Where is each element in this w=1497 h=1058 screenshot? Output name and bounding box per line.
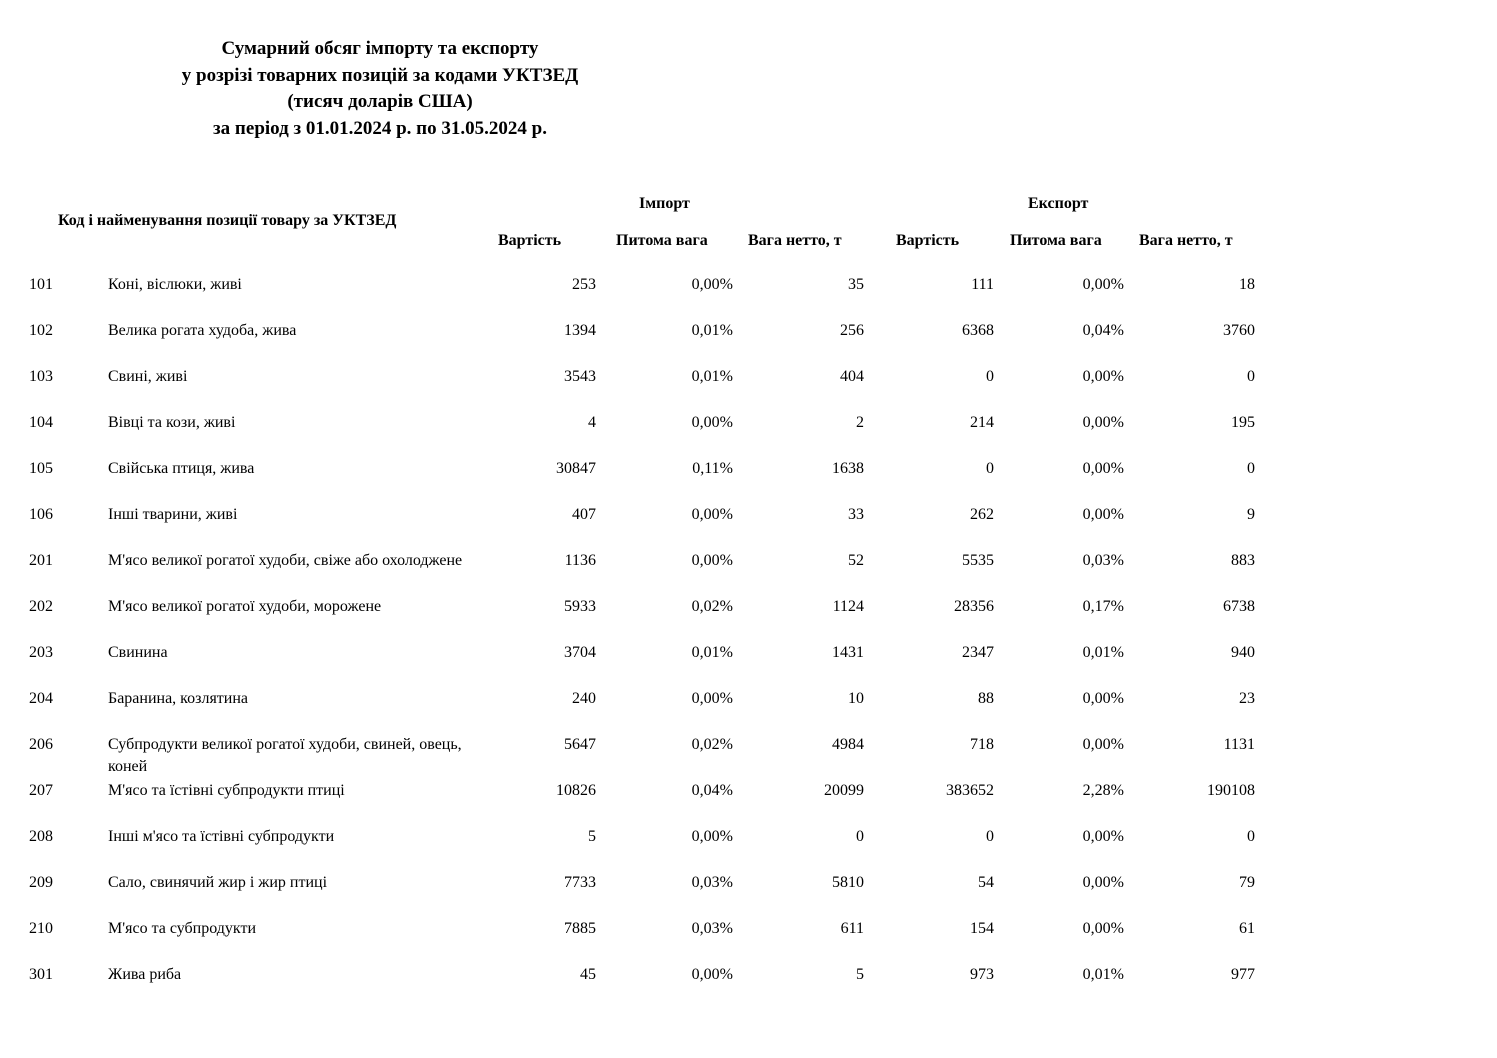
row-import-share: 0,01% bbox=[691, 644, 733, 661]
row-import-weight: 5810 bbox=[832, 874, 864, 891]
row-export-value: 214 bbox=[970, 414, 994, 431]
row-name: Сало, свинячий жир і жир птиці bbox=[108, 874, 328, 891]
row-import-share: 0,01% bbox=[691, 368, 733, 385]
header-import-share: Питома вага bbox=[616, 232, 708, 249]
table-row bbox=[0, 918, 1497, 964]
row-export-share: 0,01% bbox=[1082, 644, 1124, 661]
row-export-weight: 977 bbox=[1231, 966, 1255, 983]
row-import-share: 0,00% bbox=[691, 966, 733, 983]
row-import-weight: 33 bbox=[848, 506, 864, 523]
row-import-value: 3704 bbox=[564, 644, 596, 661]
row-code: 204 bbox=[29, 690, 53, 707]
row-import-value: 45 bbox=[580, 966, 596, 983]
row-import-share: 0,03% bbox=[691, 874, 733, 891]
title-line-2: у розрізі товарних позицій за кодами УКТЗЕД bbox=[181, 64, 579, 86]
table-row bbox=[0, 320, 1497, 366]
table-row bbox=[0, 274, 1497, 320]
row-export-weight: 940 bbox=[1231, 644, 1255, 661]
row-import-value: 10826 bbox=[556, 782, 596, 799]
row-export-share: 2,28% bbox=[1082, 782, 1124, 799]
header-import-weight: Вага нетто, т bbox=[748, 232, 842, 249]
row-export-share: 0,00% bbox=[1082, 276, 1124, 293]
row-import-share: 0,03% bbox=[691, 920, 733, 937]
row-export-weight: 0 bbox=[1247, 460, 1255, 477]
row-export-value: 6368 bbox=[962, 322, 994, 339]
row-export-value: 0 bbox=[986, 460, 994, 477]
row-name: Інші тварини, живі bbox=[108, 506, 238, 523]
row-name: Жива риба bbox=[108, 966, 182, 983]
row-import-value: 1394 bbox=[564, 322, 596, 339]
row-code: 102 bbox=[29, 322, 53, 339]
header-export: Експорт bbox=[1028, 195, 1089, 212]
row-export-value: 28356 bbox=[954, 598, 994, 615]
header-export-weight: Вага нетто, т bbox=[1139, 232, 1233, 249]
row-export-share: 0,00% bbox=[1082, 920, 1124, 937]
row-export-share: 0,00% bbox=[1082, 828, 1124, 845]
row-export-share: 0,00% bbox=[1082, 414, 1124, 431]
row-import-value: 5933 bbox=[564, 598, 596, 615]
table-row bbox=[0, 688, 1497, 734]
row-name: Субпродукти великої рогатої худоби, свиней, овець, коней bbox=[108, 736, 462, 775]
title-line-4: за період з 01.01.2024 р. по 31.05.2024 р. bbox=[213, 117, 547, 139]
row-code: 202 bbox=[29, 598, 53, 615]
row-export-weight: 0 bbox=[1247, 368, 1255, 385]
row-import-weight: 1431 bbox=[832, 644, 864, 661]
row-import-value: 1136 bbox=[564, 552, 596, 569]
row-export-weight: 3760 bbox=[1223, 322, 1255, 339]
row-export-share: 0,00% bbox=[1082, 736, 1124, 753]
row-import-weight: 611 bbox=[840, 920, 864, 937]
row-import-weight: 5 bbox=[856, 966, 864, 983]
row-import-weight: 4984 bbox=[832, 736, 864, 753]
row-export-value: 111 bbox=[971, 276, 994, 293]
row-import-value: 407 bbox=[572, 506, 596, 523]
row-import-value: 3543 bbox=[564, 368, 596, 385]
row-code: 210 bbox=[29, 920, 53, 937]
table-row bbox=[0, 596, 1497, 642]
row-name: Баранина, козлятина bbox=[108, 690, 249, 707]
row-export-weight: 190108 bbox=[1207, 782, 1255, 799]
row-code: 101 bbox=[29, 276, 53, 293]
row-name: Вівці та кози, живі bbox=[108, 414, 236, 431]
table-row bbox=[0, 872, 1497, 918]
row-export-weight: 79 bbox=[1239, 874, 1255, 891]
row-import-share: 0,00% bbox=[691, 506, 733, 523]
row-export-value: 262 bbox=[970, 506, 994, 523]
header-import: Імпорт bbox=[639, 195, 690, 212]
row-export-value: 383652 bbox=[946, 782, 994, 799]
header-export-share: Питома вага bbox=[1010, 232, 1102, 249]
table-row bbox=[0, 366, 1497, 412]
row-name: Коні, віслюки, живі bbox=[108, 276, 242, 293]
row-name: Свійська птиця, жива bbox=[108, 460, 255, 477]
row-import-share: 0,04% bbox=[691, 782, 733, 799]
row-code: 201 bbox=[29, 552, 53, 569]
document-title bbox=[130, 36, 630, 142]
table-row bbox=[0, 780, 1497, 826]
row-name: Велика рогата худоба, жива bbox=[108, 322, 297, 339]
row-export-weight: 6738 bbox=[1223, 598, 1255, 615]
row-import-value: 5647 bbox=[564, 736, 596, 753]
table-row bbox=[0, 734, 1497, 780]
row-export-share: 0,00% bbox=[1082, 368, 1124, 385]
row-code: 106 bbox=[29, 506, 53, 523]
title-line-3: (тисяч доларів США) bbox=[287, 91, 473, 112]
row-import-share: 0,11% bbox=[692, 460, 733, 477]
row-name: М'ясо та субпродукти bbox=[108, 920, 257, 937]
header-code-name: Код і найменування позиції товару за УКТЗЕД bbox=[58, 212, 397, 229]
row-import-weight: 404 bbox=[840, 368, 864, 385]
row-import-weight: 20099 bbox=[824, 782, 864, 799]
row-import-share: 0,00% bbox=[691, 552, 733, 569]
row-export-value: 973 bbox=[970, 966, 994, 983]
row-export-value: 88 bbox=[978, 690, 994, 707]
row-export-weight: 61 bbox=[1239, 920, 1255, 937]
row-import-weight: 35 bbox=[848, 276, 864, 293]
table-row bbox=[0, 504, 1497, 550]
row-export-value: 0 bbox=[986, 368, 994, 385]
row-name: Свинина bbox=[108, 644, 168, 661]
row-import-weight: 1124 bbox=[832, 598, 864, 615]
title-line-1: Сумарний обсяг імпорту та експорту bbox=[221, 38, 539, 59]
row-export-share: 0,00% bbox=[1082, 460, 1124, 477]
row-name: Свині, живі bbox=[108, 368, 188, 385]
header-import-value: Вартість bbox=[498, 232, 562, 249]
row-export-share: 0,01% bbox=[1082, 966, 1124, 983]
row-name: Інші м'ясо та їстівні субпродукти bbox=[108, 828, 335, 845]
row-export-share: 0,03% bbox=[1082, 552, 1124, 569]
row-import-share: 0,00% bbox=[691, 690, 733, 707]
row-code: 207 bbox=[29, 782, 53, 799]
row-export-weight: 9 bbox=[1247, 506, 1255, 523]
row-code: 301 bbox=[29, 966, 53, 983]
row-code: 209 bbox=[29, 874, 53, 891]
row-export-value: 154 bbox=[970, 920, 994, 937]
row-import-weight: 10 bbox=[848, 690, 864, 707]
table-row bbox=[0, 412, 1497, 458]
row-export-value: 0 bbox=[986, 828, 994, 845]
row-import-value: 7885 bbox=[564, 920, 596, 937]
row-export-share: 0,17% bbox=[1082, 598, 1124, 615]
row-export-weight: 18 bbox=[1239, 276, 1255, 293]
row-import-share: 0,00% bbox=[691, 828, 733, 845]
table-body bbox=[0, 274, 1497, 1010]
table-row bbox=[0, 550, 1497, 596]
row-export-weight: 0 bbox=[1247, 828, 1255, 845]
row-import-weight: 256 bbox=[840, 322, 864, 339]
row-export-weight: 1131 bbox=[1223, 736, 1255, 753]
row-import-weight: 0 bbox=[856, 828, 864, 845]
table-row bbox=[0, 964, 1497, 1010]
row-import-weight: 2 bbox=[856, 414, 864, 431]
row-import-value: 240 bbox=[572, 690, 596, 707]
row-import-weight: 52 bbox=[848, 552, 864, 569]
table-row bbox=[0, 642, 1497, 688]
row-name: М'ясо великої рогатої худоби, свіже або охолоджене bbox=[108, 552, 463, 569]
row-code: 208 bbox=[29, 828, 53, 845]
row-export-share: 0,00% bbox=[1082, 690, 1124, 707]
row-import-value: 253 bbox=[572, 276, 596, 293]
row-name: М'ясо та їстівні субпродукти птиці bbox=[108, 782, 345, 799]
row-import-value: 30847 bbox=[556, 460, 596, 477]
row-import-weight: 1638 bbox=[832, 460, 864, 477]
row-code: 206 bbox=[29, 736, 53, 753]
row-code: 104 bbox=[29, 414, 53, 431]
row-export-value: 54 bbox=[978, 874, 994, 891]
row-export-weight: 195 bbox=[1231, 414, 1255, 431]
table-row bbox=[0, 458, 1497, 504]
row-export-share: 0,00% bbox=[1082, 506, 1124, 523]
row-export-value: 718 bbox=[970, 736, 994, 753]
row-export-value: 5535 bbox=[962, 552, 994, 569]
row-export-share: 0,00% bbox=[1082, 874, 1124, 891]
row-import-share: 0,02% bbox=[691, 736, 733, 753]
row-import-share: 0,00% bbox=[691, 276, 733, 293]
row-import-value: 4 bbox=[588, 414, 596, 431]
table-row bbox=[0, 826, 1497, 872]
row-export-share: 0,04% bbox=[1082, 322, 1124, 339]
row-import-value: 7733 bbox=[564, 874, 596, 891]
row-code: 105 bbox=[29, 460, 53, 477]
row-export-weight: 23 bbox=[1239, 690, 1255, 707]
header-export-value: Вартість bbox=[896, 232, 960, 249]
row-import-value: 5 bbox=[588, 828, 596, 845]
row-code: 103 bbox=[29, 368, 53, 385]
row-export-weight: 883 bbox=[1231, 552, 1255, 569]
row-import-share: 0,02% bbox=[691, 598, 733, 615]
row-import-share: 0,00% bbox=[691, 414, 733, 431]
row-name: М'ясо великої рогатої худоби, морожене bbox=[108, 598, 382, 615]
row-import-share: 0,01% bbox=[691, 322, 733, 339]
row-code: 203 bbox=[29, 644, 53, 661]
row-export-value: 2347 bbox=[962, 644, 994, 661]
